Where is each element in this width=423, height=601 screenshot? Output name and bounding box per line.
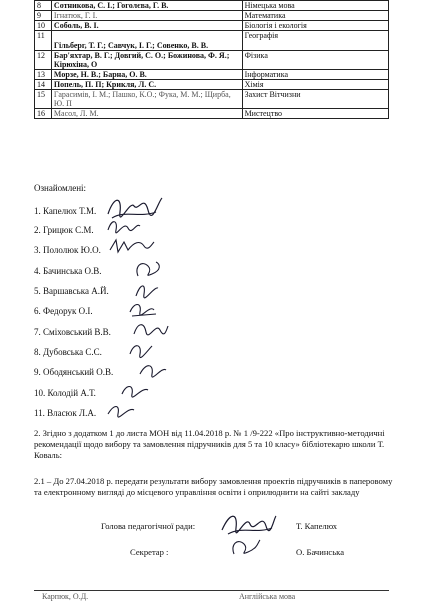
author-names-text: Гільберг, Т. Г.; Савчук, І. Г.; Совенко, В. В. xyxy=(53,41,209,50)
row-number: 8 xyxy=(35,1,52,11)
table-row xyxy=(35,1,389,11)
list-item: 5. Варшавська А.Й. xyxy=(34,286,109,296)
table-row xyxy=(35,90,389,109)
author-names: Ігнатюк, Г. І. xyxy=(51,11,242,21)
list-item: 6. Федорук О.І. xyxy=(34,306,93,316)
author-names: Сотникова, С. І.; Гоголєва, Г. В. xyxy=(51,1,242,11)
signature-4 xyxy=(132,258,162,280)
row-number: 14 xyxy=(35,80,52,90)
list-item: 3. Пололюк Ю.О. xyxy=(34,245,101,255)
head-role: Голова педагогічної ради: xyxy=(101,521,196,531)
subject-cell: Математика xyxy=(242,11,388,21)
secretary-signature xyxy=(228,536,264,558)
row-number: 10 xyxy=(35,21,52,31)
signature-10 xyxy=(118,380,152,400)
secretary-name: О. Бачинська xyxy=(296,547,345,557)
fragment-subject: Англійська мова xyxy=(239,592,296,601)
head-name: Т. Капелюх xyxy=(296,521,338,531)
signature-11 xyxy=(104,400,138,420)
subject-cell: Мистецтво xyxy=(242,109,388,119)
signature-9 xyxy=(136,358,170,380)
author-names: Морзе, Н. В.; Барна, О. В. xyxy=(51,70,242,80)
list-item: 7. Сміховський В.В. xyxy=(34,327,111,337)
paragraph-2-1: 2.1 – До 27.04.2018 р. передати результати вибору замовлення проектів підручників в паперовому та електронному вигляді до місцевого управління освіти і оприлюднити на сайті закладу xyxy=(34,476,393,497)
signature-6 xyxy=(126,298,160,320)
acknowledged-heading: Ознайомлені: xyxy=(34,183,87,193)
signature-7 xyxy=(130,318,170,340)
list-item: 4. Бачинська О.В. xyxy=(34,266,102,276)
subject-cell: Інформатика xyxy=(242,70,388,80)
secretary-role: Секретар : xyxy=(130,547,169,557)
author-names: Гарасимів, І. М.; Пашко, К.О.; Фука, М. М.; Щирба, Ю. П xyxy=(51,90,242,109)
row-number: 13 xyxy=(35,70,52,80)
table-row xyxy=(35,31,389,51)
paragraph-2: 2. Згідно з додатком 1 до листа МОН від 11.04.2018 р. № 1 /9-222 «Про інструктивно-методичні рекомендації щодо вибору та замовлення підручників для 5 та 10 класу» бібліотекарю школи Т. Коваль: xyxy=(34,428,385,460)
signature-5 xyxy=(132,278,162,300)
table-row xyxy=(35,109,389,119)
row-number: 16 xyxy=(35,109,52,119)
list-item: 11. Власюк Л.А. xyxy=(34,408,97,418)
table-row xyxy=(35,51,389,70)
subject-cell: Біологія і екологія xyxy=(242,21,388,31)
row-number: 9 xyxy=(35,11,52,21)
list-item: 2. Грицюк С.М. xyxy=(34,225,94,235)
signature-3 xyxy=(108,236,156,256)
table-row xyxy=(35,21,389,31)
subject-cell: Географія xyxy=(242,31,388,51)
table-row xyxy=(35,70,389,80)
list-item: 1. Капелюх Т.М. xyxy=(34,206,97,216)
author-names: Масол, Л. М. xyxy=(51,109,242,119)
subject-cell: Хімія xyxy=(242,80,388,90)
row-number: 11 xyxy=(35,31,52,51)
table-row xyxy=(35,80,389,90)
next-page-fragment xyxy=(34,590,389,601)
table-row xyxy=(35,11,389,21)
subject-cell: Фізика xyxy=(242,51,388,70)
list-item: 10. Колодій А.Т. xyxy=(34,388,96,398)
fragment-names: Карпюк, О.Д. xyxy=(42,592,89,601)
list-item: 8. Дубовська С.С. xyxy=(34,347,102,357)
author-names: Попель, П. П; Крикля, Л. С. xyxy=(51,80,242,90)
row-number: 15 xyxy=(35,90,52,109)
subject-cell: Захист Вітчизни xyxy=(242,90,388,109)
signature-2 xyxy=(104,214,144,236)
subject-cell: Німецька мова xyxy=(242,1,388,11)
row-number: 12 xyxy=(35,51,52,70)
list-item: 9. Ободянський О.В. xyxy=(34,367,114,377)
author-names xyxy=(51,31,242,51)
textbook-author-table xyxy=(34,0,389,119)
head-signature xyxy=(218,508,278,538)
signature-8 xyxy=(126,340,156,360)
author-names: Соболь, В. І. xyxy=(51,21,242,31)
author-names: Бар'яхтар, В. Г.; Довгий, С. О.; Божинова, Ф. Я.; Кірюхіна, О xyxy=(51,51,242,70)
